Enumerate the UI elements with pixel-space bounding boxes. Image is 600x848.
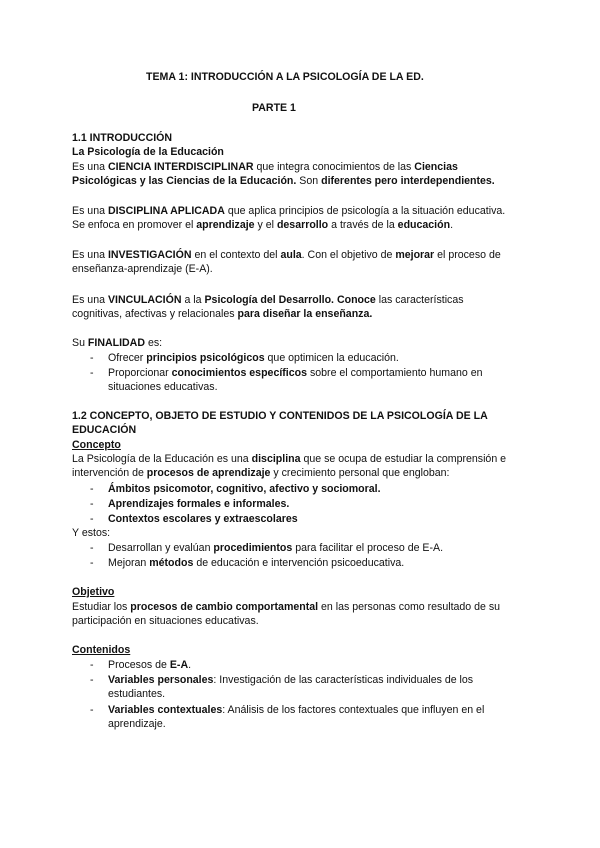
paragraph-disciplina-line2: Se enfoca en promover el aprendizaje y el desarrollo a través de la educación. [72,219,454,231]
list-bullet: - [90,483,94,495]
list-bullet: - [90,352,94,364]
list-item-variables-contextuales-line1: Variables contextuales: Análisis de los factores contextuales que influyen en el [108,704,485,716]
list-bullet: - [90,542,94,554]
paragraph-disciplina-line1: Es una DISCIPLINA APLICADA que aplica principios de psicología a la situación educativa. [72,205,506,217]
list-item-desarrollan: Desarrollan y evalúan procedimientos para facilitar el proceso de E-A. [108,542,444,554]
section-heading-1-2-line1: 1.2 CONCEPTO, OBJETO DE ESTUDIO Y CONTENIDOS DE LA PSICOLOGÍA DE LA [72,410,488,422]
list-item-finalidad-2-line1: Proporcionar conocimientos específicos sobre el comportamiento humano en [108,367,483,379]
list-item-mejoran: Mejoran métodos de educación e intervención psicoeducativa. [108,557,405,569]
list-bullet: - [90,674,94,686]
list-bullet: - [90,513,94,525]
paragraph-vinculacion-line2: cognitivas, afectivas y relacionales para diseñar la enseñanza. [72,308,373,320]
paragraph-ciencia-line1: Es una CIENCIA INTERDISCIPLINAR que integra conocimientos de las Ciencias [72,161,458,173]
section-heading-1-2-line2: EDUCACIÓN [72,424,137,436]
objetivo-line1: Estudiar los procesos de cambio comportamental en las personas como resultado de su [72,601,501,613]
concepto-line2: intervención de procesos de aprendizaje y crecimiento personal que engloban: [72,467,450,479]
paragraph-investigacion-line2: enseñanza-aprendizaje (E-A). [72,263,213,275]
concepto-line1: La Psicología de la Educación es una disciplina que se ocupa de estudiar la comprensión e [72,453,507,465]
document-title: TEMA 1: INTRODUCCIÓN A LA PSICOLOGÍA DE LA ED. [146,71,424,83]
list-bullet: - [90,659,94,671]
objetivo-line2: participación en situaciones educativas. [72,615,259,627]
list-item-finalidad-1: Ofrecer principios psicológicos que optimicen la educación. [108,352,399,364]
concepto-heading: Concepto [72,439,121,451]
section-subheading: La Psicología de la Educación [72,146,224,158]
list-item-finalidad-2-line2: situaciones educativas. [108,381,218,393]
list-bullet: - [90,704,94,716]
list-item-ambitos: Ámbitos psicomotor, cognitivo, afectivo y sociomoral. [108,483,381,495]
list-item-variables-personales-line1: Variables personales: Investigación de las características individuales de los [108,674,474,686]
contenidos-heading: Contenidos [72,644,131,656]
list-item-procesos: Procesos de E-A. [108,659,192,671]
paragraph-finalidad: Su FINALIDAD es: [72,337,163,349]
section-heading-1-1: 1.1 INTRODUCCIÓN [72,132,173,144]
list-bullet: - [90,498,94,510]
objetivo-heading: Objetivo [72,586,115,598]
list-item-contextos: Contextos escolares y extraescolares [108,513,298,525]
y-estos-label: Y estos: [72,527,111,539]
list-item-variables-personales-line2: estudiantes. [108,688,166,700]
list-item-variables-contextuales-line2: aprendizaje. [108,718,166,730]
list-bullet: - [90,367,94,379]
part-label: PARTE 1 [252,102,296,114]
list-item-aprendizajes: Aprendizajes formales e informales. [108,498,290,510]
paragraph-ciencia-line2: Psicológicas y las Ciencias de la Educación. Son diferentes pero interdependientes. [72,175,495,187]
paragraph-investigacion-line1: Es una INVESTIGACIÓN en el contexto del aula. Con el objetivo de mejorar el proceso de [72,249,501,261]
paragraph-vinculacion-line1: Es una VINCULACIÓN a la Psicología del Desarrollo. Conoce las características [72,294,464,306]
list-bullet: - [90,557,94,569]
